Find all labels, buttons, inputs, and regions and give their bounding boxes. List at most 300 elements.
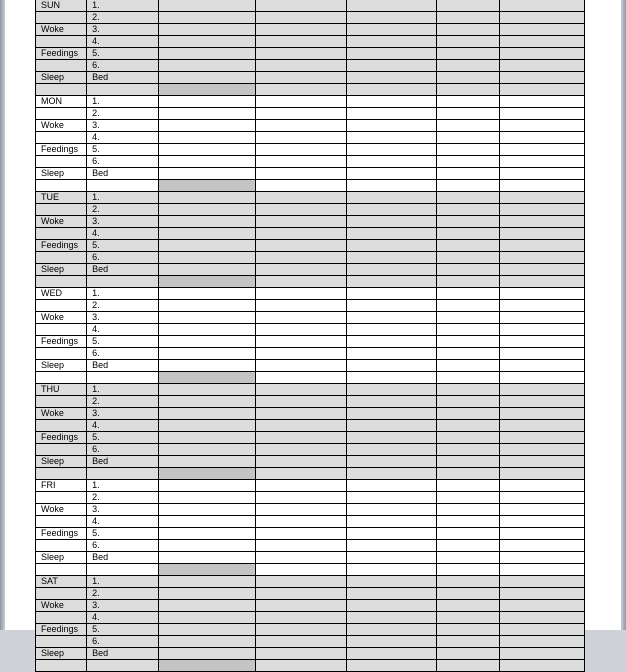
- entry-cell[interactable]: [256, 432, 346, 444]
- entry-cell[interactable]: [499, 288, 584, 300]
- entry-cell[interactable]: [256, 24, 346, 36]
- entry-cell[interactable]: [436, 228, 499, 240]
- log-row: [36, 324, 585, 336]
- entry-cell[interactable]: [256, 204, 346, 216]
- entry-cell[interactable]: [499, 324, 584, 336]
- entry-cell[interactable]: [346, 72, 436, 84]
- entry-cell[interactable]: [499, 168, 584, 180]
- entry-cell[interactable]: [499, 96, 584, 108]
- entry-cell[interactable]: [159, 432, 256, 444]
- entry-cell[interactable]: [346, 348, 436, 360]
- entry-cell[interactable]: [499, 180, 584, 192]
- entry-cell[interactable]: [346, 216, 436, 228]
- entry-cell[interactable]: [256, 516, 346, 528]
- entry-cell[interactable]: [499, 240, 584, 252]
- entry-cell[interactable]: [159, 504, 256, 516]
- entry-cell[interactable]: [159, 516, 256, 528]
- entry-cell[interactable]: [159, 264, 256, 276]
- entry-cell[interactable]: [499, 564, 584, 576]
- entry-cell[interactable]: [499, 0, 584, 12]
- sleep-label: Sleep: [36, 552, 87, 564]
- entry-cell[interactable]: [159, 0, 256, 12]
- log-row: [36, 432, 585, 444]
- entry-cell[interactable]: [499, 372, 584, 384]
- document-page: [5, 0, 621, 658]
- entry-cell[interactable]: [499, 156, 584, 168]
- entry-cell[interactable]: [159, 396, 256, 408]
- entry-cell[interactable]: [499, 24, 584, 36]
- entry-cell[interactable]: [256, 168, 346, 180]
- entry-cell[interactable]: [256, 372, 346, 384]
- entry-cell[interactable]: [436, 60, 499, 72]
- entry-cell[interactable]: [346, 516, 436, 528]
- entry-cell[interactable]: [499, 132, 584, 144]
- entry-cell[interactable]: [436, 36, 499, 48]
- log-row: [36, 660, 585, 672]
- entry-cell[interactable]: [346, 396, 436, 408]
- entry-cell[interactable]: [256, 288, 346, 300]
- entry-cell[interactable]: [436, 372, 499, 384]
- entry-cell[interactable]: [436, 108, 499, 120]
- entry-cell[interactable]: [436, 300, 499, 312]
- entry-cell[interactable]: [436, 432, 499, 444]
- entry-cell[interactable]: [436, 444, 499, 456]
- entry-cell[interactable]: [499, 660, 584, 672]
- entry-cell[interactable]: [159, 228, 256, 240]
- entry-cell[interactable]: [499, 360, 584, 372]
- entry-cell[interactable]: [436, 12, 499, 24]
- entry-cell[interactable]: [499, 216, 584, 228]
- entry-cell[interactable]: [346, 132, 436, 144]
- entry-cell[interactable]: [436, 192, 499, 204]
- entry-cell[interactable]: [159, 192, 256, 204]
- entry-cell[interactable]: [436, 516, 499, 528]
- entry-cell[interactable]: [499, 384, 584, 396]
- entry-cell[interactable]: [436, 96, 499, 108]
- entry-cell[interactable]: [256, 228, 346, 240]
- entry-cell[interactable]: [159, 444, 256, 456]
- entry-cell[interactable]: [499, 348, 584, 360]
- entry-cell[interactable]: [499, 528, 584, 540]
- entry-cell[interactable]: [159, 132, 256, 144]
- entry-cell[interactable]: [346, 240, 436, 252]
- entry-cell[interactable]: [499, 108, 584, 120]
- entry-cell[interactable]: [499, 588, 584, 600]
- entry-cell[interactable]: [346, 204, 436, 216]
- entry-cell[interactable]: [346, 156, 436, 168]
- category-cell: [36, 156, 87, 168]
- entry-cell[interactable]: [436, 312, 499, 324]
- entry-cell[interactable]: [436, 480, 499, 492]
- entry-cell[interactable]: [436, 360, 499, 372]
- entry-cell[interactable]: [346, 96, 436, 108]
- entry-cell[interactable]: [436, 336, 499, 348]
- entry-cell[interactable]: [436, 288, 499, 300]
- entry-cell[interactable]: [346, 228, 436, 240]
- entry-cell[interactable]: [436, 504, 499, 516]
- entry-cell[interactable]: [346, 120, 436, 132]
- entry-cell[interactable]: [256, 540, 346, 552]
- entry-cell[interactable]: [436, 468, 499, 480]
- entry-cell[interactable]: [256, 216, 346, 228]
- category-cell: [36, 228, 87, 240]
- entry-cell[interactable]: [346, 60, 436, 72]
- entry-cell[interactable]: [346, 504, 436, 516]
- entry-cell[interactable]: [499, 540, 584, 552]
- entry-cell[interactable]: [436, 636, 499, 648]
- entry-cell[interactable]: [256, 336, 346, 348]
- entry-cell[interactable]: [499, 84, 584, 96]
- entry-cell[interactable]: [256, 384, 346, 396]
- entry-cell[interactable]: [346, 492, 436, 504]
- entry-cell[interactable]: [256, 48, 346, 60]
- entry-cell[interactable]: [499, 516, 584, 528]
- entry-cell[interactable]: [436, 576, 499, 588]
- entry-cell[interactable]: [499, 300, 584, 312]
- category-cell: [36, 276, 87, 288]
- entry-cell[interactable]: [159, 144, 256, 156]
- entry-cell[interactable]: [499, 504, 584, 516]
- entry-cell[interactable]: [159, 348, 256, 360]
- entry-cell[interactable]: [256, 576, 346, 588]
- entry-cell[interactable]: [436, 648, 499, 660]
- entry-cell[interactable]: [436, 324, 499, 336]
- entry-cell[interactable]: [159, 528, 256, 540]
- entry-cell[interactable]: [256, 648, 346, 660]
- entry-cell[interactable]: [436, 204, 499, 216]
- entry-cell[interactable]: [436, 276, 499, 288]
- entry-cell[interactable]: [499, 432, 584, 444]
- log-row: [36, 300, 585, 312]
- log-row: [36, 600, 585, 612]
- entry-cell[interactable]: [499, 120, 584, 132]
- entry-cell[interactable]: [159, 108, 256, 120]
- entry-cell[interactable]: [346, 588, 436, 600]
- slot-label: 3.: [87, 216, 159, 228]
- entry-cell[interactable]: [256, 504, 346, 516]
- entry-cell[interactable]: [159, 216, 256, 228]
- entry-cell[interactable]: [346, 408, 436, 420]
- entry-cell[interactable]: [159, 600, 256, 612]
- entry-cell[interactable]: [346, 0, 436, 12]
- entry-cell[interactable]: [159, 72, 256, 84]
- entry-cell[interactable]: [159, 384, 256, 396]
- entry-cell[interactable]: [436, 144, 499, 156]
- entry-cell[interactable]: [159, 36, 256, 48]
- entry-cell[interactable]: [346, 168, 436, 180]
- entry-cell[interactable]: [256, 444, 346, 456]
- entry-cell[interactable]: [256, 528, 346, 540]
- entry-cell[interactable]: [346, 648, 436, 660]
- entry-cell[interactable]: [256, 552, 346, 564]
- log-row: [36, 252, 585, 264]
- entry-cell[interactable]: [256, 456, 346, 468]
- entry-cell[interactable]: [256, 564, 346, 576]
- entry-cell[interactable]: [436, 540, 499, 552]
- entry-cell[interactable]: [499, 636, 584, 648]
- entry-cell[interactable]: [346, 180, 436, 192]
- entry-cell[interactable]: [159, 300, 256, 312]
- entry-cell[interactable]: [499, 264, 584, 276]
- entry-cell[interactable]: [499, 72, 584, 84]
- log-row: [36, 168, 585, 180]
- entry-cell[interactable]: [346, 576, 436, 588]
- entry-cell[interactable]: [159, 480, 256, 492]
- entry-cell[interactable]: [346, 144, 436, 156]
- category-cell: [36, 588, 87, 600]
- category-cell: [36, 468, 87, 480]
- entry-cell[interactable]: [499, 408, 584, 420]
- entry-cell[interactable]: [159, 240, 256, 252]
- entry-cell[interactable]: [436, 552, 499, 564]
- entry-cell[interactable]: [346, 540, 436, 552]
- entry-cell[interactable]: [159, 312, 256, 324]
- entry-cell[interactable]: [256, 324, 346, 336]
- entry-cell[interactable]: [499, 12, 584, 24]
- entry-cell[interactable]: [436, 600, 499, 612]
- entry-cell[interactable]: [436, 252, 499, 264]
- entry-cell[interactable]: [346, 420, 436, 432]
- entry-cell[interactable]: [499, 420, 584, 432]
- entry-cell[interactable]: [436, 348, 499, 360]
- entry-cell[interactable]: [346, 108, 436, 120]
- entry-cell[interactable]: [346, 12, 436, 24]
- entry-cell[interactable]: [346, 660, 436, 672]
- log-row: [36, 552, 585, 564]
- entry-cell[interactable]: [436, 132, 499, 144]
- entry-cell[interactable]: [159, 456, 256, 468]
- entry-cell[interactable]: [436, 24, 499, 36]
- entry-cell[interactable]: [159, 168, 256, 180]
- entry-cell[interactable]: [436, 408, 499, 420]
- entry-cell[interactable]: [346, 276, 436, 288]
- entry-cell[interactable]: [159, 360, 256, 372]
- entry-cell[interactable]: [436, 384, 499, 396]
- entry-cell[interactable]: [436, 612, 499, 624]
- entry-cell[interactable]: [499, 48, 584, 60]
- entry-cell[interactable]: [159, 636, 256, 648]
- log-row: [36, 0, 585, 12]
- entry-cell[interactable]: [256, 96, 346, 108]
- entry-cell[interactable]: [346, 288, 436, 300]
- entry-cell[interactable]: [346, 192, 436, 204]
- entry-cell[interactable]: [159, 420, 256, 432]
- entry-cell[interactable]: [346, 636, 436, 648]
- entry-cell[interactable]: [499, 336, 584, 348]
- category-cell: [36, 660, 87, 672]
- slot-label: 3.: [87, 120, 159, 132]
- entry-cell[interactable]: [346, 36, 436, 48]
- entry-cell[interactable]: [499, 552, 584, 564]
- entry-cell[interactable]: [256, 300, 346, 312]
- category-cell: [36, 300, 87, 312]
- entry-cell[interactable]: [436, 84, 499, 96]
- entry-cell[interactable]: [436, 156, 499, 168]
- slot-label: 3.: [87, 24, 159, 36]
- entry-cell[interactable]: [436, 660, 499, 672]
- entry-cell[interactable]: [499, 612, 584, 624]
- log-row: [36, 156, 585, 168]
- entry-cell[interactable]: [256, 480, 346, 492]
- entry-cell[interactable]: [346, 372, 436, 384]
- entry-cell[interactable]: [256, 132, 346, 144]
- entry-cell[interactable]: [346, 564, 436, 576]
- sleep-label: Sleep: [36, 72, 87, 84]
- entry-cell[interactable]: [499, 252, 584, 264]
- entry-cell[interactable]: [159, 96, 256, 108]
- entry-cell[interactable]: [499, 276, 584, 288]
- entry-cell[interactable]: [499, 648, 584, 660]
- entry-cell[interactable]: [499, 456, 584, 468]
- entry-cell[interactable]: [159, 24, 256, 36]
- entry-cell[interactable]: [436, 48, 499, 60]
- entry-cell[interactable]: [346, 312, 436, 324]
- entry-cell[interactable]: [256, 348, 346, 360]
- entry-cell[interactable]: [256, 636, 346, 648]
- entry-cell[interactable]: [256, 156, 346, 168]
- entry-cell[interactable]: [159, 252, 256, 264]
- entry-cell[interactable]: [256, 60, 346, 72]
- entry-cell[interactable]: [256, 84, 346, 96]
- entry-cell[interactable]: [436, 588, 499, 600]
- entry-cell[interactable]: [159, 120, 256, 132]
- entry-cell[interactable]: [256, 240, 346, 252]
- entry-cell[interactable]: [346, 528, 436, 540]
- entry-cell[interactable]: [346, 468, 436, 480]
- entry-cell[interactable]: [436, 0, 499, 12]
- entry-cell[interactable]: [256, 120, 346, 132]
- entry-cell[interactable]: [256, 408, 346, 420]
- entry-cell[interactable]: [159, 576, 256, 588]
- entry-cell[interactable]: [499, 36, 584, 48]
- entry-cell[interactable]: [256, 180, 346, 192]
- entry-cell[interactable]: [256, 0, 346, 12]
- entry-cell[interactable]: [346, 24, 436, 36]
- entry-cell[interactable]: [346, 552, 436, 564]
- entry-cell[interactable]: [499, 480, 584, 492]
- entry-cell[interactable]: [436, 168, 499, 180]
- entry-cell[interactable]: [256, 312, 346, 324]
- entry-cell[interactable]: [256, 144, 346, 156]
- entry-cell[interactable]: [346, 480, 436, 492]
- entry-cell[interactable]: [436, 180, 499, 192]
- entry-cell[interactable]: [159, 48, 256, 60]
- entry-cell[interactable]: [256, 360, 346, 372]
- entry-cell[interactable]: [159, 336, 256, 348]
- entry-cell[interactable]: [159, 324, 256, 336]
- entry-cell[interactable]: [256, 108, 346, 120]
- entry-cell[interactable]: [346, 264, 436, 276]
- entry-cell[interactable]: [346, 84, 436, 96]
- slot-label: 4.: [87, 36, 159, 48]
- entry-cell[interactable]: [436, 396, 499, 408]
- entry-cell[interactable]: [159, 492, 256, 504]
- entry-cell[interactable]: [256, 252, 346, 264]
- entry-cell[interactable]: [346, 432, 436, 444]
- entry-cell[interactable]: [436, 420, 499, 432]
- entry-cell[interactable]: [499, 576, 584, 588]
- entry-cell[interactable]: [159, 540, 256, 552]
- entry-cell[interactable]: [499, 204, 584, 216]
- entry-cell[interactable]: [159, 552, 256, 564]
- entry-cell[interactable]: [436, 240, 499, 252]
- entry-cell[interactable]: [436, 492, 499, 504]
- entry-cell[interactable]: [436, 72, 499, 84]
- entry-cell[interactable]: [159, 204, 256, 216]
- entry-cell[interactable]: [499, 444, 584, 456]
- entry-cell[interactable]: [436, 456, 499, 468]
- entry-cell[interactable]: [436, 564, 499, 576]
- entry-cell[interactable]: [346, 48, 436, 60]
- entry-cell[interactable]: [256, 492, 346, 504]
- entry-cell[interactable]: [346, 456, 436, 468]
- entry-cell[interactable]: [499, 60, 584, 72]
- entry-cell[interactable]: [159, 648, 256, 660]
- entry-cell[interactable]: [256, 588, 346, 600]
- entry-cell[interactable]: [256, 72, 346, 84]
- category-cell: [36, 516, 87, 528]
- entry-cell[interactable]: [346, 252, 436, 264]
- entry-cell[interactable]: [436, 216, 499, 228]
- entry-cell[interactable]: [499, 600, 584, 612]
- entry-cell[interactable]: [499, 396, 584, 408]
- entry-cell[interactable]: [256, 276, 346, 288]
- entry-cell[interactable]: [256, 660, 346, 672]
- log-row: [36, 144, 585, 156]
- entry-cell[interactable]: [256, 36, 346, 48]
- entry-cell[interactable]: [346, 336, 436, 348]
- entry-cell[interactable]: [346, 612, 436, 624]
- day-label: TUE: [36, 192, 87, 204]
- entry-cell[interactable]: [159, 408, 256, 420]
- entry-cell[interactable]: [436, 120, 499, 132]
- entry-cell[interactable]: [499, 144, 584, 156]
- entry-cell[interactable]: [499, 492, 584, 504]
- entry-cell[interactable]: [256, 396, 346, 408]
- entry-cell[interactable]: [346, 360, 436, 372]
- entry-cell[interactable]: [256, 468, 346, 480]
- category-cell: [36, 636, 87, 648]
- entry-cell[interactable]: [346, 300, 436, 312]
- entry-cell[interactable]: [256, 192, 346, 204]
- entry-cell[interactable]: [256, 612, 346, 624]
- log-row: [36, 612, 585, 624]
- log-row: [36, 228, 585, 240]
- entry-cell[interactable]: [346, 600, 436, 612]
- entry-cell[interactable]: [159, 288, 256, 300]
- entry-cell[interactable]: [346, 384, 436, 396]
- entry-cell[interactable]: [346, 324, 436, 336]
- entry-cell[interactable]: [436, 528, 499, 540]
- entry-cell[interactable]: [159, 60, 256, 72]
- entry-cell[interactable]: [256, 12, 346, 24]
- entry-cell[interactable]: [499, 468, 584, 480]
- entry-cell[interactable]: [256, 264, 346, 276]
- entry-cell[interactable]: [499, 312, 584, 324]
- entry-cell[interactable]: [159, 588, 256, 600]
- entry-cell[interactable]: [256, 420, 346, 432]
- entry-cell[interactable]: [159, 12, 256, 24]
- entry-cell[interactable]: [499, 192, 584, 204]
- entry-cell[interactable]: [159, 156, 256, 168]
- entry-cell[interactable]: [256, 600, 346, 612]
- entry-cell[interactable]: [346, 444, 436, 456]
- entry-cell[interactable]: [499, 228, 584, 240]
- entry-cell[interactable]: [159, 612, 256, 624]
- log-row: [36, 36, 585, 48]
- entry-cell[interactable]: [436, 264, 499, 276]
- slot-label: 1.: [87, 288, 159, 300]
